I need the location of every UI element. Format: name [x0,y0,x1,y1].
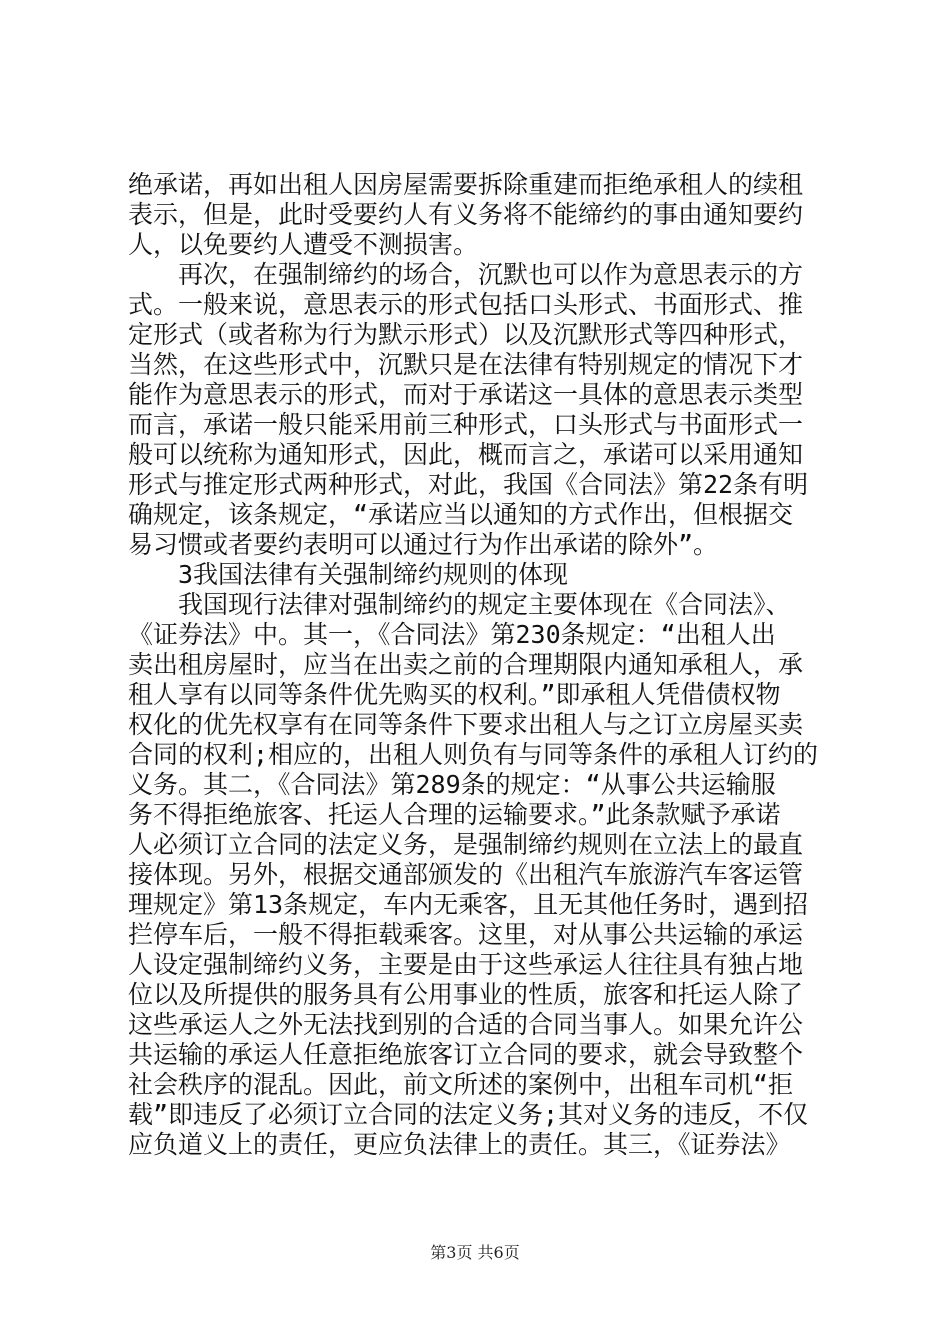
text-line: 绝承诺，再如出租人因房屋需要拆除重建而拒绝承租人的续租 [128,170,804,199]
text-line: 人必须订立合同的法定义务，是强制缔约规则在立法上的最直 [128,830,804,859]
text-line: 确规定，该条规定，“承诺应当以通知的方式作出，但根据交 [128,500,794,529]
text-line: 而言，承诺一般只能采用前三种形式，口头形式与书面形式一 [128,410,804,439]
text-line: 租人享有以同等条件优先购买的权利。”即承租人凭借债权物 [128,680,781,709]
text-line: 当然，在这些形式中，沉默只是在法律有特别规定的情况下才 [128,350,804,379]
body-text [128,170,828,1160]
text-line: 这些承运人之外无法找到别的合适的合同当事人。如果允许公 [128,1010,804,1039]
text-line: 拦停车后，一般不得拒载乘客。这里，对从事公共运输的承运 [128,920,804,949]
text-line: 位以及所提供的服务具有公用事业的性质，旅客和托运人除了 [128,980,804,1009]
text-line: 人设定强制缔约义务，主要是由于这些承运人往往具有独占地 [128,950,804,979]
text-line: 务不得拒绝旅客、托运人合理的运输要求。”此条款赋予承诺 [128,800,781,829]
text-line: 能作为意思表示的形式，而对于承诺这一具体的意思表示类型 [128,380,804,409]
text-line: 接体现。另外，根据交通部颁发的《出租汽车旅游汽车客运管 [128,860,804,889]
text-line: 权化的优先权享有在同等条件下要求出租人与之订立房屋买卖 [128,710,804,739]
text-line: 社会秩序的混乱。因此，前文所述的案例中，出租车司机“拒 [128,1070,794,1099]
text-line: 再次，在强制缔约的场合，沉默也可以作为意思表示的方 [128,260,804,289]
text-line: 表示，但是，此时受要约人有义务将不能缔约的事由通知要约 [128,200,804,229]
text-line: 式。一般来说，意思表示的形式包括口头形式、书面形式、推 [128,290,804,319]
text-line: 卖出租房屋时，应当在出卖之前的合理期限内通知承租人，承 [128,650,804,679]
text-line: 定形式（或者称为行为默示形式）以及沉默形式等四种形式， [128,320,804,349]
text-line: 3我国法律有关强制缔约规则的体现 [128,560,569,589]
text-line: 共运输的承运人任意拒绝旅客订立合同的要求，就会导致整个 [128,1040,804,1069]
text-line: 理规定》第13条规定，车内无乘客，且无其他任务时，遇到招 [128,890,809,919]
text-line: 易习惯或者要约表明可以通过行为作出承诺的除外”。 [128,530,719,559]
text-line: 我国现行法律对强制缔约的规定主要体现在《合同法》、 [128,590,791,619]
text-line: 般可以统称为通知形式，因此，概而言之，承诺可以采用通知 [128,440,804,469]
text-line: 义务。其二，《合同法》第289条的规定：“从事公共运输服 [128,770,776,799]
text-line: 《证券法》中。其一，《合同法》第230条规定：“出租人出 [128,620,776,649]
text-line: 合同的权利;相应的，出租人则负有与同等条件的承租人订约的 [128,740,819,769]
text-line: 人，以免要约人遭受不测损害。 [128,230,479,259]
page-footer: 第3页 共6页 [430,1243,520,1262]
text-line: 载”即违反了必须订立合同的法定义务;其对义务的违反，不仅 [128,1100,809,1129]
text-line: 应负道义上的责任，更应负法律上的责任。其三，《证券法》 [128,1130,791,1159]
text-line: 形式与推定形式两种形式，对此，我国《合同法》第22条有明 [128,470,809,499]
